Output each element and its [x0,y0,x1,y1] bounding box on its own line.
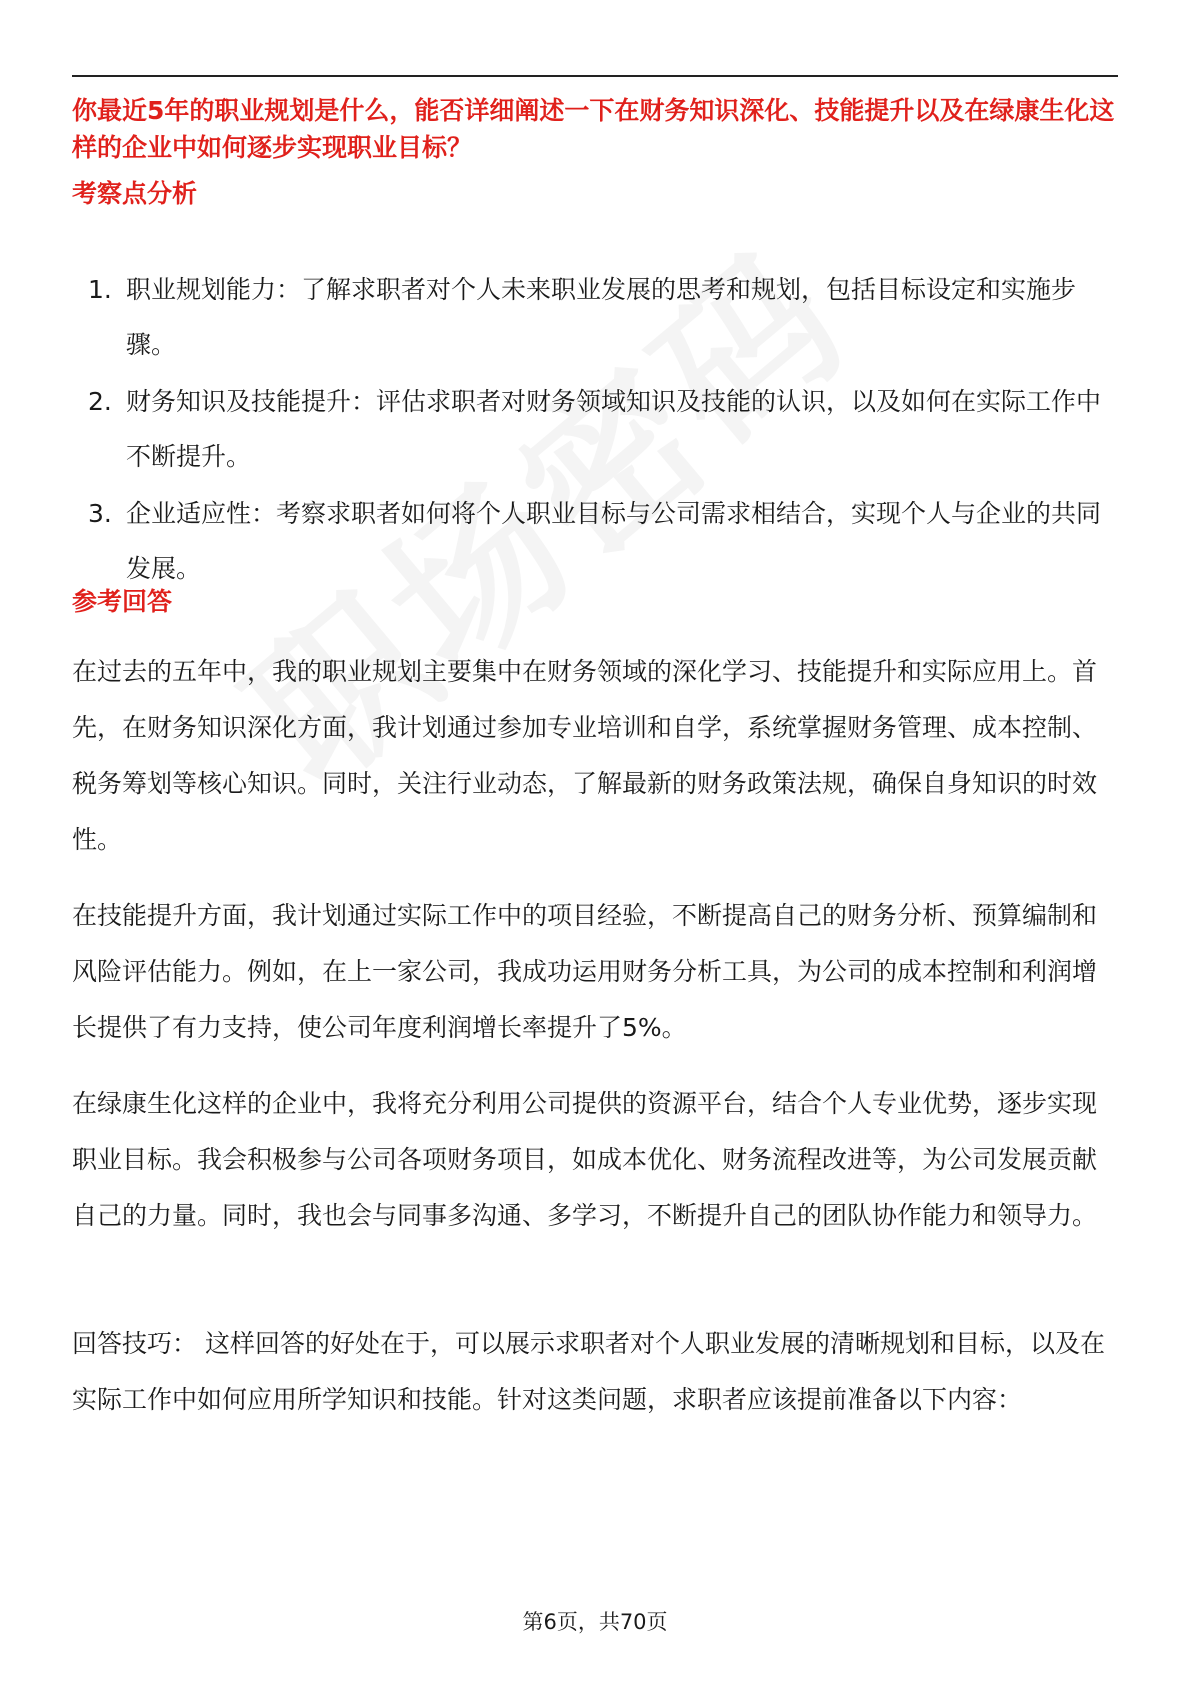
list-item-text: 企业适应性：考察求职者如何将个人职业目标与公司需求相结合，实现个人与企业的共同发展。 [126,499,1102,583]
list-item-number: 2. [88,387,112,416]
analysis-heading: 考察点分析 [72,179,198,208]
answer-tips-paragraph: 回答技巧： 这样回答的好处在于，可以展示求职者对个人职业发展的清晰规划和目标，以及在实际工作中如何应用所学知识和技能。针对这类问题，求职者应该提前准备以下内容： [72,1329,1105,1414]
answer-heading: 参考回答 [72,587,173,616]
list-item [72,262,1118,372]
list-item-text: 职业规划能力：了解求职者对个人未来职业发展的思考和规划，包括目标设定和实施步骤。 [126,275,1077,359]
answer-paragraph-2: 在技能提升方面，我计划通过实际工作中的项目经验，不断提高自己的财务分析、预算编制和风险评估能力。例如，在上一家公司，我成功运用财务分析工具，为公司的成本控制和利润增长提供了有力支持，使公司年度利润增长率提升了5%。 [72,901,1098,1042]
analysis-points [72,262,1118,598]
top-divider [72,75,1118,77]
list-item-text: 财务知识及技能提升：评估求职者对财务领域知识及技能的认识，以及如何在实际工作中不断提升。 [126,387,1102,471]
list-item-number: 1. [88,275,112,304]
list-item [72,374,1118,484]
answer-paragraph-3: 在绿康生化这样的企业中，我将充分利用公司提供的资源平台，结合个人专业优势，逐步实现职业目标。我会积极参与公司各项财务项目，如成本优化、财务流程改进等，为公司发展贡献自己的力量。同时，我也会与同事多沟通、多学习，不断提升自己的团队协作能力和领导力。 [72,1089,1098,1230]
page-number: 第6页，共70页 [522,1610,668,1634]
list-item [72,486,1118,596]
list-item-number: 3. [88,499,112,528]
answer-paragraph-1: 在过去的五年中，我的职业规划主要集中在财务领域的深化学习、技能提升和实际应用上。首先，在财务知识深化方面，我计划通过参加专业培训和自学，系统掌握财务管理、成本控制、税务筹划等核心知识。同时，关注行业动态，了解最新的财务政策法规，确保自身知识的时效性。 [72,657,1098,854]
question-title: 你最近5年的职业规划是什么，能否详细阐述一下在财务知识深化、技能提升以及在绿康生化这样的企业中如何逐步实现职业目标？ [72,96,1115,162]
